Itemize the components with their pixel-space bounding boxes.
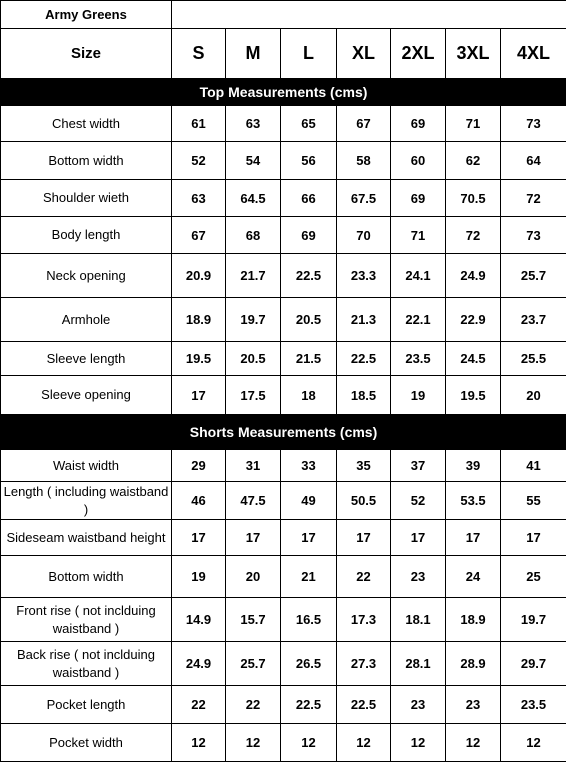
measurement-value: 53.5 [446,482,501,520]
size-header: 3XL [446,29,501,79]
measurement-value: 73 [501,217,566,254]
measurement-value: 22.5 [281,686,337,724]
measurement-value: 20.5 [226,342,281,376]
size-header: S [172,29,226,79]
measurement-label: Armhole [1,298,172,342]
measurement-value: 28.1 [391,642,446,686]
shorts-section-header-row [1,415,566,450]
size-header: XL [337,29,391,79]
measurement-value: 52 [391,482,446,520]
measurement-value: 17 [172,520,226,556]
measurement-value: 28.9 [446,642,501,686]
title-row [1,1,566,29]
measurement-value: 71 [391,217,446,254]
measurement-value: 18.9 [446,598,501,642]
measurement-value: 63 [172,180,226,217]
measurement-label: Length ( including waistband ) [1,482,172,520]
measurement-value: 17.5 [226,376,281,415]
table-row [1,342,566,376]
measurement-label: Pocket width [1,724,172,762]
measurement-value: 17 [446,520,501,556]
measurement-value: 29 [172,450,226,482]
measurement-value: 17 [337,520,391,556]
measurement-label: Chest width [1,106,172,142]
measurement-value: 19.5 [446,376,501,415]
measurement-value: 68 [226,217,281,254]
measurement-label: Back rise ( not inclduing waistband ) [1,642,172,686]
measurement-value: 18 [281,376,337,415]
measurement-value: 20.9 [172,254,226,298]
measurement-value: 17 [172,376,226,415]
measurement-label: Sleeve opening [1,376,172,415]
measurement-value: 25 [501,556,566,598]
measurement-value: 61 [172,106,226,142]
measurement-value: 24.9 [172,642,226,686]
measurement-value: 22 [337,556,391,598]
measurement-value: 24 [446,556,501,598]
measurement-value: 72 [501,180,566,217]
measurement-value: 21.3 [337,298,391,342]
measurement-value: 21.5 [281,342,337,376]
measurement-value: 18.1 [391,598,446,642]
measurement-value: 24.1 [391,254,446,298]
measurement-value: 69 [391,180,446,217]
measurement-value: 12 [172,724,226,762]
measurement-value: 23.5 [501,686,566,724]
measurement-label: Neck opening [1,254,172,298]
measurement-value: 66 [281,180,337,217]
measurement-value: 16.5 [281,598,337,642]
measurement-label: Body length [1,217,172,254]
measurement-value: 25.7 [226,642,281,686]
measurement-value: 70 [337,217,391,254]
measurement-value: 46 [172,482,226,520]
measurement-label: Waist width [1,450,172,482]
measurement-value: 71 [446,106,501,142]
measurement-value: 64 [501,142,566,180]
measurement-value: 20 [501,376,566,415]
measurement-value: 20 [226,556,281,598]
measurement-value: 17 [281,520,337,556]
measurement-value: 19 [391,376,446,415]
measurement-value: 60 [391,142,446,180]
measurement-value: 70.5 [446,180,501,217]
table-row [1,450,566,482]
measurement-value: 21.7 [226,254,281,298]
measurement-value: 39 [446,450,501,482]
measurement-value: 25.5 [501,342,566,376]
top-section-heading: Top Measurements (cms) [1,79,566,106]
measurement-value: 33 [281,450,337,482]
measurement-value: 55 [501,482,566,520]
table-row [1,482,566,520]
measurement-value: 29.7 [501,642,566,686]
size-column-header: Size [1,29,172,79]
measurement-value: 22.9 [446,298,501,342]
size-header: M [226,29,281,79]
measurement-value: 23 [391,556,446,598]
measurement-label: Sleeve length [1,342,172,376]
measurement-value: 17 [226,520,281,556]
measurement-value: 73 [501,106,566,142]
measurement-value: 56 [281,142,337,180]
measurement-value: 22.5 [281,254,337,298]
measurement-value: 22 [172,686,226,724]
measurement-value: 52 [172,142,226,180]
size-header: 2XL [391,29,446,79]
measurement-value: 19.7 [226,298,281,342]
table-row [1,142,566,180]
size-chart-body [1,1,566,762]
table-row [1,520,566,556]
measurement-value: 47.5 [226,482,281,520]
measurement-value: 54 [226,142,281,180]
measurement-value: 72 [446,217,501,254]
measurement-label: Bottom width [1,142,172,180]
measurement-value: 14.9 [172,598,226,642]
measurement-value: 67.5 [337,180,391,217]
table-row [1,376,566,415]
size-header-row [1,29,566,79]
table-row [1,598,566,642]
measurement-value: 65 [281,106,337,142]
measurement-value: 41 [501,450,566,482]
measurement-value: 12 [226,724,281,762]
measurement-value: 15.7 [226,598,281,642]
measurement-value: 26.5 [281,642,337,686]
measurement-value: 49 [281,482,337,520]
measurement-value: 17 [391,520,446,556]
measurement-value: 18.9 [172,298,226,342]
measurement-value: 22.1 [391,298,446,342]
measurement-value: 63 [226,106,281,142]
title-row-blank [172,1,566,29]
measurement-value: 58 [337,142,391,180]
measurement-value: 50.5 [337,482,391,520]
table-row [1,254,566,298]
measurement-value: 25.7 [501,254,566,298]
measurement-label: Pocket length [1,686,172,724]
measurement-value: 12 [337,724,391,762]
measurement-value: 12 [446,724,501,762]
measurement-value: 20.5 [281,298,337,342]
measurement-value: 12 [391,724,446,762]
measurement-value: 27.3 [337,642,391,686]
measurement-value: 64.5 [226,180,281,217]
table-row [1,106,566,142]
size-header: L [281,29,337,79]
size-header: 4XL [501,29,566,79]
measurement-value: 23.3 [337,254,391,298]
measurement-value: 24.5 [446,342,501,376]
measurement-label: Front rise ( not inclduing waistband ) [1,598,172,642]
measurement-value: 23 [446,686,501,724]
measurement-value: 35 [337,450,391,482]
table-row [1,686,566,724]
table-row [1,556,566,598]
measurement-value: 18.5 [337,376,391,415]
measurement-value: 17 [501,520,566,556]
measurement-value: 22.5 [337,686,391,724]
table-row [1,724,566,762]
measurement-value: 21 [281,556,337,598]
measurement-value: 22 [226,686,281,724]
table-row [1,298,566,342]
measurement-value: 69 [391,106,446,142]
top-section-header-row [1,79,566,106]
measurement-value: 17.3 [337,598,391,642]
measurement-value: 12 [501,724,566,762]
measurement-value: 19 [172,556,226,598]
measurement-value: 23.5 [391,342,446,376]
measurement-value: 23.7 [501,298,566,342]
measurement-label: Bottom width [1,556,172,598]
measurement-label: Shoulder wieth [1,180,172,217]
measurement-value: 69 [281,217,337,254]
table-row [1,217,566,254]
table-row [1,642,566,686]
measurement-value: 24.9 [446,254,501,298]
measurement-label: Sideseam waistband height [1,520,172,556]
table-row [1,180,566,217]
measurement-value: 12 [281,724,337,762]
measurement-value: 23 [391,686,446,724]
measurement-value: 67 [172,217,226,254]
measurement-value: 37 [391,450,446,482]
measurement-value: 31 [226,450,281,482]
shorts-section-heading: Shorts Measurements (cms) [1,415,566,450]
product-title: Army Greens [1,1,172,29]
measurement-value: 22.5 [337,342,391,376]
measurement-value: 19.5 [172,342,226,376]
measurement-value: 19.7 [501,598,566,642]
measurement-value: 62 [446,142,501,180]
measurement-value: 67 [337,106,391,142]
